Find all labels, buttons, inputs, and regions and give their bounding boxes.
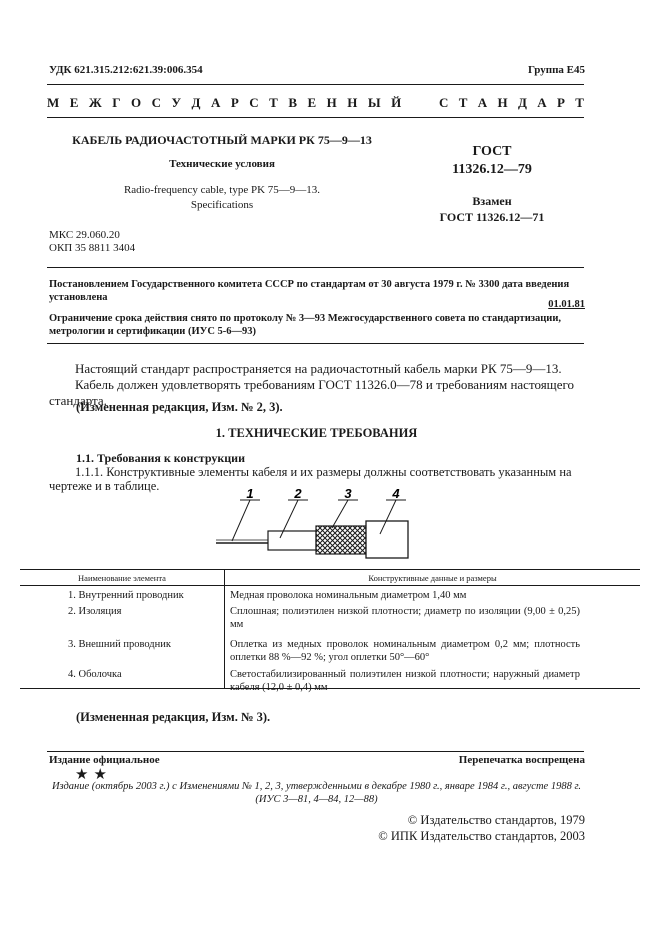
banner-letter: С: [151, 95, 162, 110]
mks-code: МКС 29.060.20: [49, 229, 120, 241]
banner-letter: Т: [575, 95, 584, 110]
table-cell-data: Светостабилизированный полиэтилен низкой плотности; наружный диаметр кабеля (12,0 ± 0,4) мм: [230, 669, 580, 693]
reprint-prohibited-label: Перепечатка воспрещена: [458, 754, 585, 766]
title-rule: [47, 267, 584, 268]
banner-letter: О: [131, 95, 142, 110]
okp-code: ОКП 35 8811 3404: [49, 242, 136, 254]
replace-gost: ГОСТ 11326.12—71: [439, 210, 545, 224]
udk-code: УДК 621.315.212:621.39:006.354: [49, 64, 203, 76]
banner-letter: Т: [458, 95, 468, 110]
amendment-note-1: (Измененная редакция, Изм. № 2, 3).: [76, 400, 283, 414]
banner-letter: А: [210, 95, 221, 110]
banner-letter: М: [47, 95, 60, 110]
insulation-shape: [268, 531, 316, 550]
banner-letter: Т: [269, 95, 278, 110]
diagram-label-3: 3: [344, 488, 352, 501]
stars-mark: ★★: [75, 767, 112, 783]
banner-letter: Е: [69, 95, 79, 110]
section-heading: 1. ТЕХНИЧЕСКИЕ ТРЕБОВАНИЯ: [215, 426, 418, 440]
leader-line-1: [232, 500, 250, 541]
outer-braid-shape: [316, 526, 366, 554]
table-cell-data: Медная проволока номинальным диаметром 1,40 мм: [230, 590, 467, 601]
table-cell-name: 3. Внешний проводник: [68, 639, 171, 650]
english-title-line1: Radio-frequency cable, type PK 75—9—13.: [123, 184, 321, 196]
table-header-element: Наименование элемента: [78, 573, 166, 583]
banner-letter: А: [477, 95, 488, 110]
banner-letter: Р: [557, 95, 565, 110]
english-title-line2: Specifications: [190, 199, 254, 211]
table-cell-name: 2. Изоляция: [68, 606, 122, 617]
table-header-data: Конструктивные данные и размеры: [368, 573, 497, 583]
banner-letter: Е: [307, 95, 317, 110]
table-column-divider: [224, 569, 225, 688]
gost-designation: [430, 143, 554, 179]
copyright-1979: © Издательство стандартов, 1979: [407, 813, 585, 827]
banner-letter: Д: [191, 95, 201, 110]
table-cell-data: Оплетка из медных проволок номинальным диаметром 0,2 мм; плотность оплетки 88 %—92 %; угол оплетки 50°—60°: [230, 639, 580, 663]
official-edition-label: Издание официальное: [49, 754, 160, 766]
table-cell-name: 1. Внутренний проводник: [68, 590, 184, 601]
banner-word-standard: [439, 95, 584, 111]
introduction-date: 01.01.81: [548, 299, 585, 310]
banner-letter: Р: [230, 95, 239, 110]
banner-letter: Н: [497, 95, 508, 110]
banner-letter: С: [439, 95, 449, 110]
gost-label: ГОСТ: [472, 144, 512, 159]
document-subtitle: Технические условия: [169, 158, 275, 170]
banner-letter: Ж: [88, 95, 102, 110]
diagram-label-4: 4: [392, 488, 400, 501]
subsection-heading: 1.1. Требования к конструкции: [76, 451, 246, 465]
banner-letter: Й: [391, 95, 402, 110]
scope-paragraph: Настоящий стандарт распространяется на радиочастотный кабель марки РК 75—9—13.: [75, 361, 562, 376]
copyright-2003: © ИПК Издательство стандартов, 2003: [378, 829, 585, 843]
footer-rule: [47, 751, 584, 752]
banner-rule: [47, 117, 584, 118]
banner-letter: В: [288, 95, 297, 110]
diagram-label-1: 1: [246, 488, 254, 501]
decree-text: Постановлением Государственного комитета СССР по стандартам от 30 августа 1979 г. № 3300 дата введения установлена: [49, 279, 570, 303]
banner-letter: Н: [347, 95, 358, 110]
gost-number: 11326.12—79: [452, 162, 532, 177]
banner-letter: А: [537, 95, 547, 110]
banner-word-interstate: [47, 95, 401, 111]
table-top-rule: [20, 569, 640, 570]
english-title: [68, 183, 376, 213]
limit-removal-text: Ограничение срока действия снято по протоколу № 3—93 Межгосударственного совета по стандартизации, метрологии и сертификации (ИУС 5-6—93): [49, 313, 562, 337]
construction-paragraph: 1.1.1. Конструктивные элементы кабеля и их размеры должны соответствовать указанным на чертеже и в таблице.: [49, 465, 572, 493]
table-header-rule: [20, 585, 640, 586]
classification-codes: [49, 229, 135, 255]
group-code: Группа Е45: [527, 64, 585, 76]
decree-rule: [47, 343, 584, 344]
leader-line-3: [332, 500, 348, 528]
cable-cross-section-diagram: [210, 488, 420, 560]
table-cell-data: Сплошная; полиэтилен низкой плотности; диаметр по изоляции (9,00 ± 0,25) мм: [230, 606, 580, 630]
banner-letter: С: [249, 95, 259, 110]
sheath-shape: [366, 521, 408, 558]
replaces-block: [430, 193, 554, 225]
banner-letter: У: [171, 95, 182, 110]
banner-letter: Ы: [367, 95, 381, 110]
edition-note: Издание (октябрь 2003 г.) с Изменениями № 1, 2, 3, утвержденными в декабре 1980 г., январе 1984 г., августе 1988 г. (ИУС 3—81, 4—84, 12—88): [51, 781, 582, 805]
banner-letter: Д: [517, 95, 527, 110]
standard-banner: [47, 95, 584, 111]
document-title: КАБЕЛЬ РАДИОЧАСТОТНЫЙ МАРКИ РК 75—9—13: [72, 133, 372, 147]
header-rule: [47, 84, 584, 85]
banner-letter: Н: [326, 95, 337, 110]
amendment-note-2: (Измененная редакция, Изм. № 3).: [76, 710, 271, 724]
banner-letter: Г: [112, 95, 121, 110]
replace-label: Взамен: [472, 194, 512, 208]
requirements-paragraph: Кабель должен удовлетворять требованиям ГОСТ 11326.0—78 и требованиям настоящего стандарта.: [49, 377, 574, 408]
table-cell-name: 4. Оболочка: [68, 669, 122, 680]
diagram-label-2: 2: [294, 488, 302, 501]
